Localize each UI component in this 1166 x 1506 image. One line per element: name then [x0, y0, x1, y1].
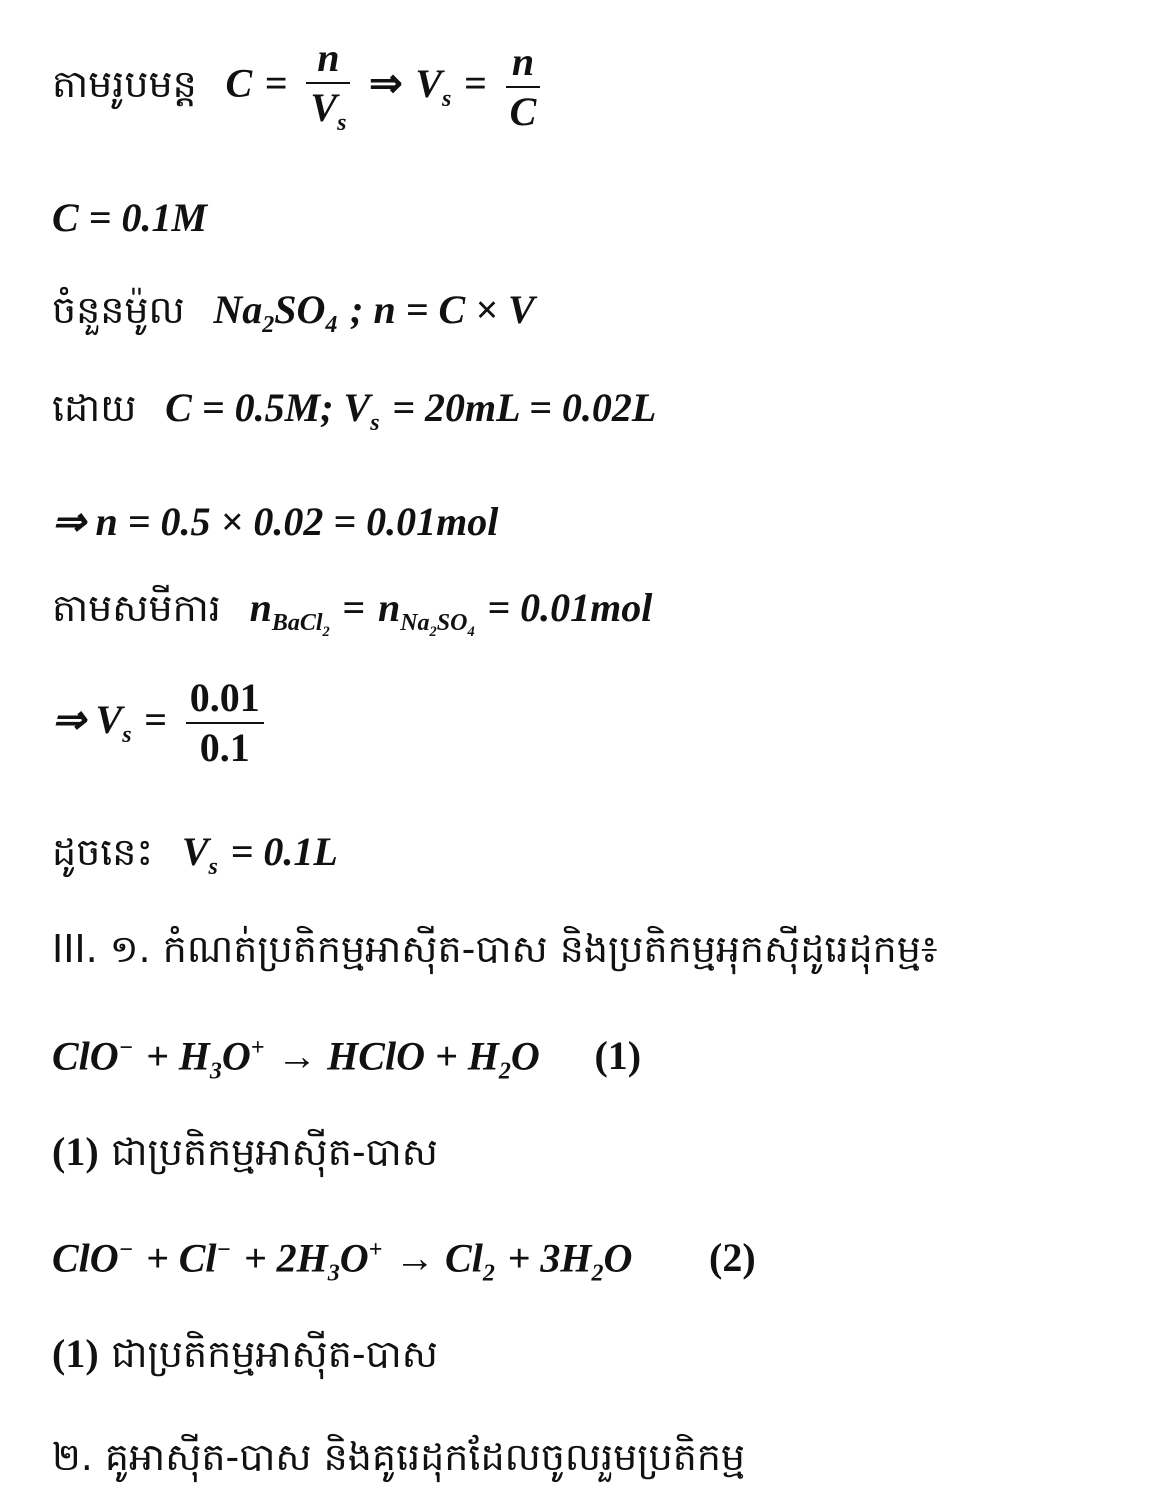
- charge-minus: −: [118, 1035, 134, 1061]
- clo: ClO: [52, 1033, 119, 1079]
- numerator: n: [317, 35, 340, 80]
- sub-na2so4: [400, 610, 475, 640]
- equation-tag-1: (1): [594, 1033, 642, 1079]
- o: O: [339, 1235, 369, 1281]
- so: SO: [274, 287, 326, 332]
- equation-ref: (1): [52, 1129, 99, 1174]
- bacl: BaCl: [271, 610, 323, 636]
- equals-sign: =: [464, 60, 487, 106]
- formula-line-moles: [52, 287, 535, 338]
- formula-line-moles-result: ⇒ n = 0.5 × 0.02 = 0.01mol: [52, 499, 499, 544]
- formula-line-c-value: C = 0.1M: [52, 195, 208, 240]
- var-n-bacl2: n: [249, 585, 272, 630]
- reaction-type-label: ជាប្រតិកម្មអាស៊ីត-បាស: [111, 1332, 438, 1376]
- formula-line-given: [52, 385, 657, 436]
- sub-3: 3: [327, 1260, 340, 1287]
- o: O: [221, 1033, 251, 1079]
- sub-3: 3: [209, 1058, 222, 1085]
- fraction-volume: [186, 675, 264, 770]
- arrow-cl: → Cl: [395, 1235, 483, 1281]
- reaction-equation-2: [52, 1235, 756, 1287]
- plus-cl: + Cl: [145, 1235, 217, 1281]
- given-values: C = 0.5M; V: [165, 385, 371, 430]
- equals-sign: =: [144, 697, 168, 742]
- equation-result: = 0.01mol: [487, 585, 653, 630]
- implies-arrow: ⇒: [369, 60, 403, 106]
- moles-formula: ; n = C × V: [350, 287, 535, 332]
- denominator: C: [509, 88, 537, 134]
- sub-2: 2: [429, 623, 437, 640]
- denominator: 0.1: [199, 725, 250, 770]
- plus-3h: + 3H: [507, 1235, 592, 1281]
- charge-minus: −: [118, 1237, 134, 1263]
- sub-2: 2: [498, 1058, 511, 1085]
- sub-2: 2: [482, 1260, 495, 1287]
- sub-4: 4: [467, 623, 475, 640]
- sub-s: s: [370, 410, 380, 436]
- denominator: [306, 84, 350, 135]
- equals-sign: =: [264, 60, 288, 106]
- var-vs: [415, 60, 452, 112]
- formula-line-equation: [52, 585, 653, 640]
- implies-vs: ⇒ V: [52, 697, 123, 742]
- formula-line-volume-fraction: [52, 675, 270, 770]
- sub-4: 4: [325, 312, 338, 338]
- plus-2h: + 2H: [243, 1235, 328, 1281]
- formula-na2so4: [213, 287, 338, 338]
- na: Na: [400, 610, 430, 636]
- equation-ref: (1): [52, 1331, 99, 1376]
- numerator: n: [511, 38, 535, 84]
- equation-tag-2: (2): [709, 1235, 756, 1281]
- reaction-equation-1: [52, 1033, 642, 1085]
- sub-bacl2: [271, 610, 330, 640]
- sub-s: s: [122, 722, 132, 748]
- formula-line-conclusion: [52, 829, 338, 880]
- given-volume: = 20mL = 0.02L: [392, 385, 657, 430]
- sub-s: s: [208, 854, 218, 880]
- var-c: C: [225, 60, 253, 106]
- sub-s: s: [442, 85, 452, 112]
- section-heading-iii-1: III. ១. កំណត់ប្រតិកម្មអាស៊ីត-បាស និងប្រតិកម្មអុកស៊ីដូរេដុកម្ម៖: [52, 927, 938, 971]
- var-v: V: [310, 85, 338, 130]
- volume-result: = 0.1L: [230, 829, 338, 874]
- var-v: V: [415, 60, 443, 106]
- charge-plus: +: [368, 1237, 383, 1263]
- reaction-type-2: [52, 1331, 454, 1376]
- o: O: [510, 1033, 540, 1079]
- var-n-na2so4: n: [377, 585, 401, 630]
- fraction-n-over-c: [506, 38, 541, 134]
- sub-2: 2: [262, 312, 275, 338]
- sub-2: 2: [322, 623, 330, 640]
- label-equation: តាមសមីការ: [52, 586, 221, 630]
- label-formula: តាមរូបមន្ត: [52, 61, 197, 106]
- charge-minus: −: [216, 1237, 232, 1263]
- numerator: 0.01: [189, 675, 260, 720]
- so: SO: [436, 610, 468, 636]
- formula-line-concentration: [52, 35, 546, 136]
- label-therefore: ដូចនេះ: [52, 830, 154, 874]
- reaction-type-label: ជាប្រតិកម្មអាស៊ីត-បាស: [111, 1130, 438, 1174]
- clo: ClO: [52, 1235, 119, 1281]
- na: Na: [213, 287, 263, 332]
- label-moles: ចំនួនម៉ូល: [52, 288, 185, 332]
- sub-2: 2: [591, 1260, 604, 1287]
- section-heading-2: ២. គូអាស៊ីត-បាស និងគូរេដុកដែលចូលរួមប្រតិកម្ម: [52, 1435, 746, 1479]
- equals-sign: =: [342, 585, 366, 630]
- products: → HClO + H: [277, 1033, 499, 1079]
- plus-h: + H: [145, 1033, 210, 1079]
- fraction-n-over-vs: [306, 35, 350, 136]
- o: O: [603, 1235, 633, 1281]
- reaction-type-1: [52, 1129, 454, 1174]
- charge-plus: +: [250, 1035, 265, 1061]
- var-v: V: [181, 829, 209, 874]
- sub-s: s: [337, 110, 347, 136]
- label-given: ដោយ: [52, 386, 137, 430]
